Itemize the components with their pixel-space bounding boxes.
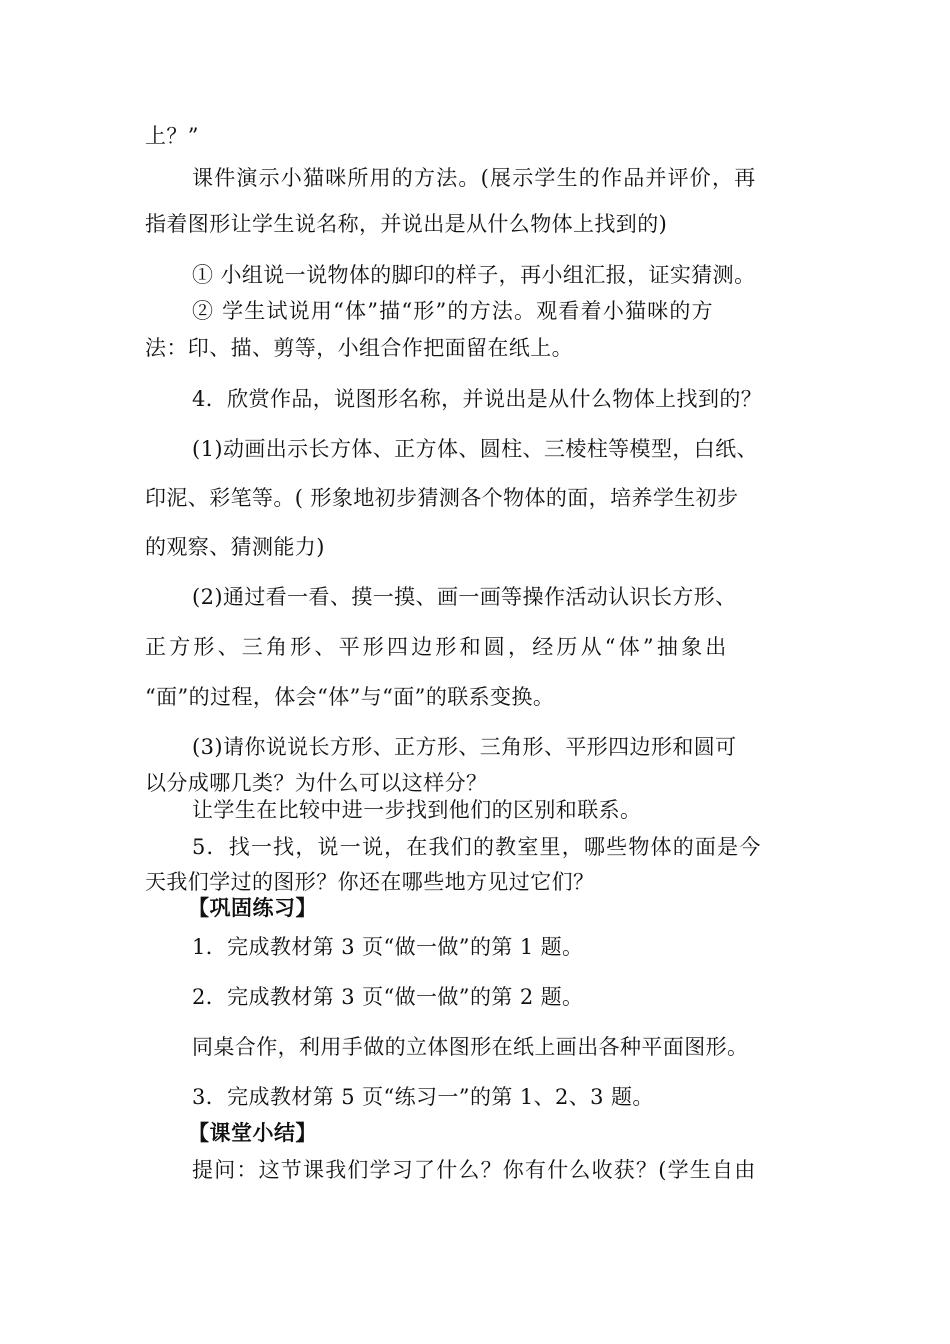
text-line: 提问：这节课我们学习了什么？你有什么收获？(学生自由 <box>192 1158 757 1182</box>
section-heading: 【巩固练习】 <box>188 896 317 920</box>
text-line: (3)请你说说长方形、正方形、三角形、平形四边形和圆可 <box>192 735 737 759</box>
text-line: (2)通过看一看、摸一摸、画一画等操作活动认识长方形、 <box>192 585 737 609</box>
text-line: 正方形、三角形、平形四边形和圆，经历从“体”抽象出 <box>145 635 730 659</box>
text-line: 4．欣赏作品，说图形名称，并说出是从什么物体上找到的？ <box>192 387 763 411</box>
text-line: 5．找一找，说一说，在我们的教室里，哪些物体的面是今 <box>192 835 762 859</box>
text-line: 天我们学过的图形？你还在哪些地方见过它们？ <box>145 870 595 894</box>
text-line: 让学生在比较中进一步找到他们的区别和联系。 <box>192 798 642 822</box>
text-line: 3．完成教材第 5 页“练习一”的第 1、2、3 题。 <box>192 1085 654 1109</box>
text-line: 指着图形让学生说名称，并说出是从什么物体上找到的) <box>145 212 668 236</box>
section-heading: 【课堂小结】 <box>188 1121 317 1145</box>
text-line: 1．完成教材第 3 页“做一做”的第 1 题。 <box>192 935 584 959</box>
text-line: ① 小组说一说物体的脚印的样子，再小组汇报，证实猜测。 <box>192 263 756 287</box>
text-line: 印泥、彩笔等。( 形象地初步猜测各个物体的面，培养学生初步 <box>145 486 739 510</box>
text-line: 法：印、描、剪等，小组合作把面留在纸上。 <box>145 336 573 360</box>
text-line: ② 学生试说用“体”描“形”的方法。观看着小猫咪的方 <box>192 299 714 323</box>
text-line: 上？” <box>145 124 199 148</box>
text-line: (1)动画出示长方体、正方体、圆柱、三棱柱等模型，白纸、 <box>192 437 758 461</box>
text-line: 同桌合作，利用手做的立体图形在纸上画出各种平面图形。 <box>192 1035 749 1059</box>
text-line: 2．完成教材第 3 页“做一做”的第 2 题。 <box>192 985 584 1009</box>
text-line: 以分成哪几类？为什么可以这样分？ <box>145 771 488 795</box>
text-line: “面”的过程，体会“体”与“面”的联系变换。 <box>145 685 555 709</box>
text-line: 的观察、猜测能力) <box>145 535 325 559</box>
text-line: 课件演示小猫咪所用的方法。(展示学生的作品并评价，再 <box>192 166 757 190</box>
